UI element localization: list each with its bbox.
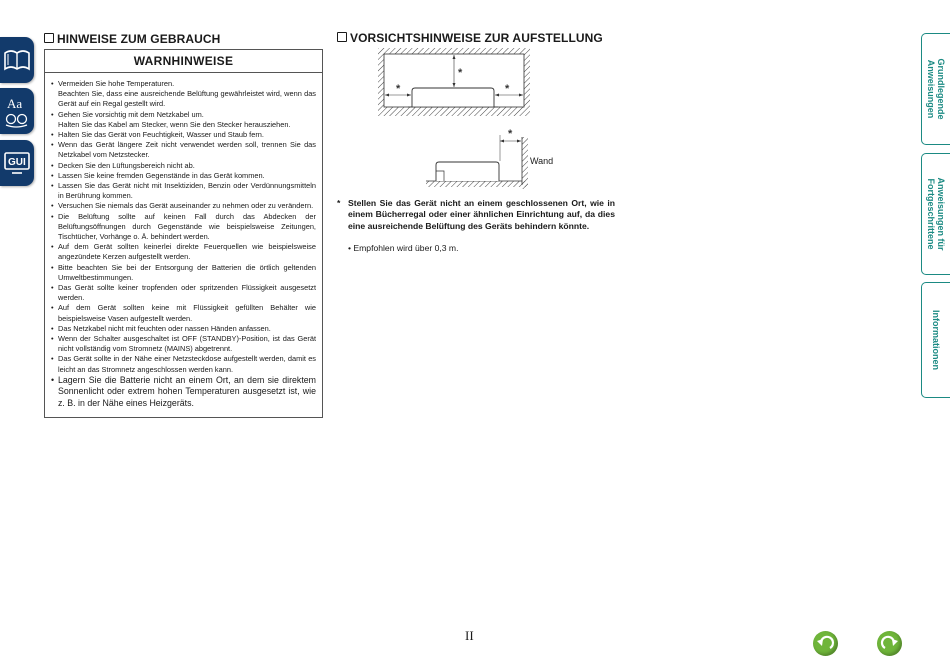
text-size-icon [2, 92, 32, 132]
book-tab[interactable] [0, 37, 34, 83]
text-size-tab[interactable] [0, 88, 34, 134]
recommendation-text: • Empfohlen wird über 0,3 m. [348, 243, 459, 253]
list-item: • Wenn der Schalter ausgeschaltet ist OFF (STANDBY)-Position, ist das Gerät nicht vollständig vom Stromnetz (MAINS) abgetrennt. [51, 334, 316, 354]
aa-label: Aa [7, 96, 23, 111]
tab-label: Grundlegende Anweisungen [926, 58, 946, 120]
list-item: • Lagern Sie die Batterie nicht an einem Ort, an dem sie direktem Sonnenlicht oder extrem hohen Temperaturen ausgesetzt ist, wie z. B. in der Nähe eines Heizgeräts. [51, 375, 316, 410]
book-icon [2, 41, 32, 79]
list-item: • Auf dem Gerät sollten keine mit Flüssigkeit gefüllten Behälter wie beispielsweise Vasen aufgestellt werden. [51, 303, 316, 323]
note-asterisk: * [337, 198, 341, 208]
tab-information[interactable] [921, 282, 950, 398]
asterisk-wall: * [508, 128, 513, 140]
list-item: • Versuchen Sie niemals das Gerät auseinander zu nehmen oder zu verändern. [51, 201, 316, 211]
note-text: Stellen Sie das Gerät nicht an einem geschlossenen Ort, wie in einem Bücherregal oder einer ähnlichen Einrichtung auf, da dies eine ausreichende Belüftung des Geräts behindern könnte. [348, 198, 615, 231]
list-item: • Vermeiden Sie hohe Temperaturen. Beachten Sie, dass eine ausreichende Belüftung gewährleistet wird, wenn das Gerät auf ein Regal gestellt wird. [51, 79, 316, 110]
list-item: • Die Belüftung sollte auf keinen Fall durch das Abdecken der Belüftungsöffnungen durch Gegenstände wie beispielsweise Zeitungen, Tischtücher, Vorhänge o. Ä. behindert werden. [51, 212, 316, 243]
forward-arrow-icon [877, 631, 902, 656]
list-item: • Das Netzkabel nicht mit feuchten oder nassen Händen anfassen. [51, 324, 316, 334]
list-item: • Wenn das Gerät längere Zeit nicht verwendet werden soll, trennen Sie das Netzkabel vom Netzstecker. [51, 140, 316, 160]
list-item: • Halten Sie das Gerät von Feuchtigkeit, Wasser und Staub fern. [51, 130, 316, 140]
list-item: • Gehen Sie vorsichtig mit dem Netzkabel um. Halten Sie das Kabel am Stecker, wenn Sie den Stecker herausziehen. [51, 110, 316, 130]
list-item: • Lassen Sie das Gerät nicht mit Insektiziden, Benzin oder Verdünnungsmitteln in Berührung kommen. [51, 181, 316, 201]
warning-list [45, 73, 322, 409]
back-button[interactable] [813, 631, 838, 656]
list-item: • Lassen Sie keine fremden Gegenstände in das Gerät kommen. [51, 171, 316, 181]
list-item: • Auf dem Gerät sollten keinerlei direkte Feuerquellen wie beispielsweise angezündete Kerzen aufgestellt werden. [51, 242, 316, 262]
gui-label: GUI [8, 157, 26, 168]
tab-label: Informationen [931, 310, 941, 370]
tab-label: Anweisungen für Fortgeschrittene [926, 177, 946, 251]
section-heading-placement: VORSICHTSHINWEISE ZUR AUFSTELLUNG [337, 31, 603, 45]
gui-icon [2, 144, 32, 182]
warning-box [44, 49, 323, 418]
list-item: • Das Gerät sollte in der Nähe einer Netzsteckdose aufgestellt werden, damit es leicht an das Stromnetz angeschlossen werden kann. [51, 354, 316, 374]
back-arrow-icon [813, 631, 838, 656]
gui-tab[interactable] [0, 140, 34, 186]
list-item: • Decken Sie den Lüftungsbereich nicht ab. [51, 161, 316, 171]
page-number: II [465, 628, 474, 643]
wall-label: Wand [530, 156, 554, 166]
forward-button[interactable] [877, 631, 902, 656]
tab-advanced-instructions[interactable] [921, 153, 950, 275]
section-heading-usage: HINWEISE ZUM GEBRAUCH [44, 32, 220, 46]
asterisk-right: * [505, 83, 510, 95]
placement-note [337, 198, 615, 232]
list-item: • Das Gerät sollte keiner tropfenden oder spritzenden Flüssigkeit ausgesetzt werden. [51, 283, 316, 303]
tab-basic-instructions[interactable] [921, 33, 950, 145]
asterisk-top: * [458, 67, 463, 79]
warning-title: WARNHINWEISE [45, 50, 322, 73]
asterisk-left: * [396, 83, 401, 95]
list-item: • Bitte beachten Sie bei der Entsorgung der Batterien die örtlich geltenden Umweltbestimmungen. [51, 263, 316, 283]
shelf-diagram [378, 48, 530, 116]
